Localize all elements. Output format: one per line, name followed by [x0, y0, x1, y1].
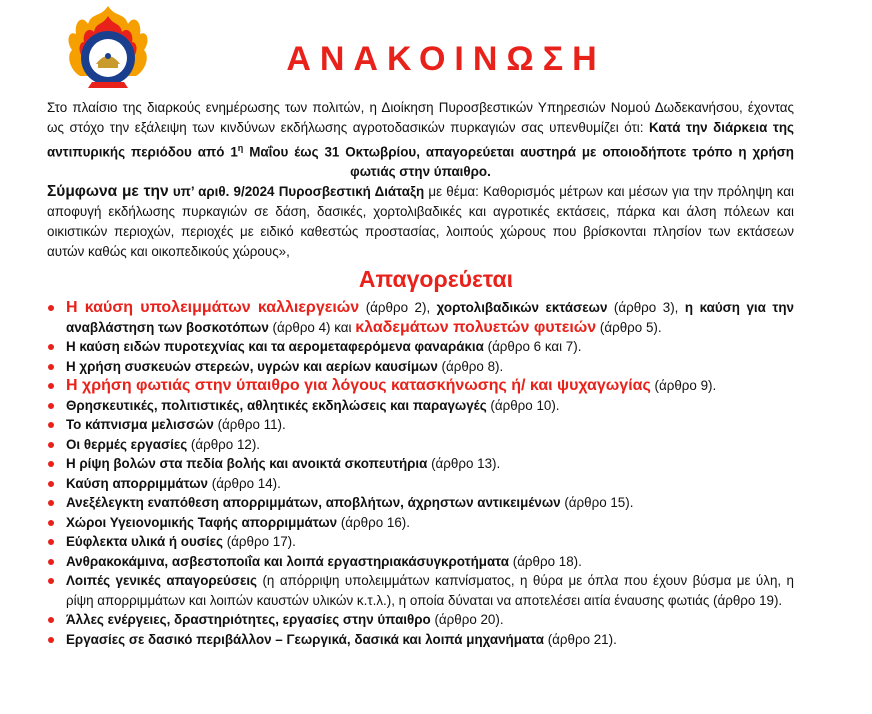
bullet-icon: [48, 422, 54, 428]
bullet-icon: [48, 617, 54, 623]
item-bold-text: Λοιπές γενικές απαγορεύσεις: [66, 573, 258, 588]
prohibitions-list: [46, 298, 794, 649]
bullet-icon: [48, 383, 54, 389]
item-bold-text: Εργασίες σε δασικό περιβάλλον – Γεωργικά, δασικά και λοιπά μηχανήματα: [66, 631, 544, 647]
decree-lead: Σύμφωνα με την: [47, 183, 169, 200]
item-text: (άρθρο 21).: [543, 631, 617, 647]
list-item: [46, 454, 794, 474]
bullet-icon: [48, 461, 54, 467]
item-text: (άρθρο 10).: [486, 397, 560, 413]
list-item: [46, 435, 794, 455]
item-text: (άρθρο 13).: [427, 456, 501, 471]
item-bold-text: Ανεξέλεγκτη εναπόθεση απορριμμάτων, αποβλήτων, άχρηστων αντικειμένων: [66, 495, 561, 510]
item-text: (άρθρο 2),: [359, 300, 437, 315]
list-item: [46, 376, 794, 396]
item-bold-text: Η ρίψη βολών στα πεδία βολής και ανοικτά σκοπευτήρια: [66, 456, 428, 471]
item-bold-text: χορτολιβαδικών εκτάσεων: [436, 300, 608, 315]
list-item: [46, 571, 794, 610]
item-text: (άρθρο 16).: [337, 514, 410, 530]
item-bold-text: Εύφλεκτα υλικά ή ουσίες: [66, 534, 223, 549]
item-red-text: Η καύση υπολειμμάτων καλλιεργειών: [66, 299, 360, 316]
item-text: (άρθρο 4) και: [268, 319, 356, 335]
bullet-icon: [48, 500, 54, 506]
list-item: [46, 337, 794, 357]
bullet-icon: [48, 539, 54, 545]
decree-paragraph: [47, 182, 794, 262]
item-bold-text: Άλλες ενέργειες, δραστηριότητες, εργασίες στην ύπαιθρο: [66, 612, 431, 627]
bullet-icon: [48, 305, 54, 311]
list-item: [46, 415, 794, 435]
list-item: [46, 513, 794, 533]
list-item: [46, 610, 794, 630]
decree-text: με θέμα: Καθορισμός μέτρων και μέσων για την πρόληψη και αποφυγή εκδήλωσης πυρκαγιών σε δάση, δασικές, χορτολιβαδικές και αγροτικές εκτάσεις, πάρκα και άλση πόλεων και οικιστικών περιοχών, περιοχές με ειδικό καθεστώς προστασίας, λοιπούς χώρους που βρίσκονται πλησίον των εκτάσεων αυτών καθώς και οικοπεδικούς χώρους»,: [47, 184, 794, 259]
intro-text: Στο πλαίσιο της διαρκούς ενημέρωσης των πολιτών, η Διοίκηση Πυροσβεστικών Υπηρεσιών Νομού Δωδεκανήσου, έχοντας ως στόχο την εξάλειψη των κινδύνων εκδήλωσης αγροτοδασικών πυρκαγιών σας υπενθυμίζει ότι:: [47, 100, 794, 135]
item-text: (άρθρο 6 και 7).: [483, 339, 582, 354]
bullet-icon: [48, 520, 54, 526]
item-bold-text: Ανθρακοκάμινα, ασβεστοποιΐα και λοιπά εργαστηριακάσυγκροτήματα: [66, 553, 510, 569]
item-bold-text: η καύση για την αναβλάστηση των βοσκοτόπων: [66, 300, 794, 335]
bullet-icon: [48, 637, 54, 643]
item-text: (άρθρο 18).: [509, 553, 582, 569]
item-bold-text: Το κάπνισμα μελισσών: [66, 417, 214, 432]
item-text: (άρθρο 3),: [607, 300, 685, 315]
item-bold-text: Θρησκευτικές, πολιτιστικές, αθλητικές εκδηλώσεις και παραγωγές: [66, 397, 487, 413]
bullet-icon: [48, 559, 54, 565]
list-item: [46, 474, 794, 494]
list-item: [46, 532, 794, 552]
list-item: [46, 552, 794, 572]
item-red-text: Η χρήση φωτιάς στην ύπαιθρο για λόγους κατασκήνωσης ή/ και ψυχαγωγίας: [66, 377, 651, 394]
item-text: (άρθρο 8).: [437, 358, 504, 374]
item-text: (άρθρο 11).: [213, 417, 286, 432]
bullet-icon: [48, 578, 54, 584]
bullet-icon: [48, 442, 54, 448]
item-bold-text: Η χρήση συσκευών στερεών, υγρών και αερίων καυσίμων: [66, 358, 438, 374]
item-text: (άρθρο 14).: [208, 475, 281, 491]
item-text: (άρθρο 15).: [560, 495, 634, 510]
list-item: [46, 396, 794, 416]
bullet-icon: [48, 364, 54, 370]
intro-paragraph: [47, 98, 794, 182]
item-text: (άρθρο 5).: [596, 319, 662, 335]
item-bold-text: Χώροι Υγειονομικής Ταφής απορριμμάτων: [66, 514, 338, 530]
bullet-icon: [48, 403, 54, 409]
page-title: ΑΝΑΚΟΙΝΩΣΗ: [286, 40, 606, 78]
intro-bold-a: Κατά την διάρκεια της αντιπυρικής περιόδου από 1: [47, 120, 794, 160]
item-text: (άρθρο 20).: [430, 612, 504, 627]
item-red-text: κλαδεμάτων πολυετών φυτειών: [355, 318, 597, 336]
item-bold-text: Καύση απορριμμάτων: [66, 475, 209, 491]
bullet-icon: [48, 344, 54, 350]
list-item: [46, 357, 794, 377]
list-item: [46, 630, 794, 650]
list-item: [46, 298, 794, 337]
item-text: (άρθρο 9).: [650, 378, 717, 393]
list-item: [46, 493, 794, 513]
decree-ref: υπ’ αριθ. 9/2024 Πυροσβεστική Διάταξη: [168, 184, 425, 199]
intro-sup: η: [237, 143, 244, 153]
item-bold-text: Οι θερμές εργασίες: [66, 436, 188, 452]
item-text: (η απόρριψη υπολειμμάτων καπνίσματος, η θύρα με όπλα που έχουν βύσμα με ύλη, η ρίψη απορριμμάτων και λοιπών καυστών υλικών κ.τ.λ.), η οποία δύναται να αποτελέσει αιτία έναυσης φωτιάς (άρθρο 19).: [66, 573, 794, 608]
item-bold-text: Η καύση ειδών πυροτεχνίας και τα αερομεταφερόμενα φαναράκια: [66, 339, 484, 354]
prohibited-heading: Απαγορεύεται: [358, 266, 514, 292]
intro-bold-b: Μαΐου έως 31 Οκτωβρίου, απαγορεύεται αυστηρά με οποιοδήποτε τρόπο η χρήση φωτιάς στην ύπαιθρο.: [243, 144, 794, 180]
item-text: (άρθρο 17).: [222, 534, 296, 549]
bullet-icon: [48, 481, 54, 487]
item-text: (άρθρο 12).: [187, 436, 261, 452]
